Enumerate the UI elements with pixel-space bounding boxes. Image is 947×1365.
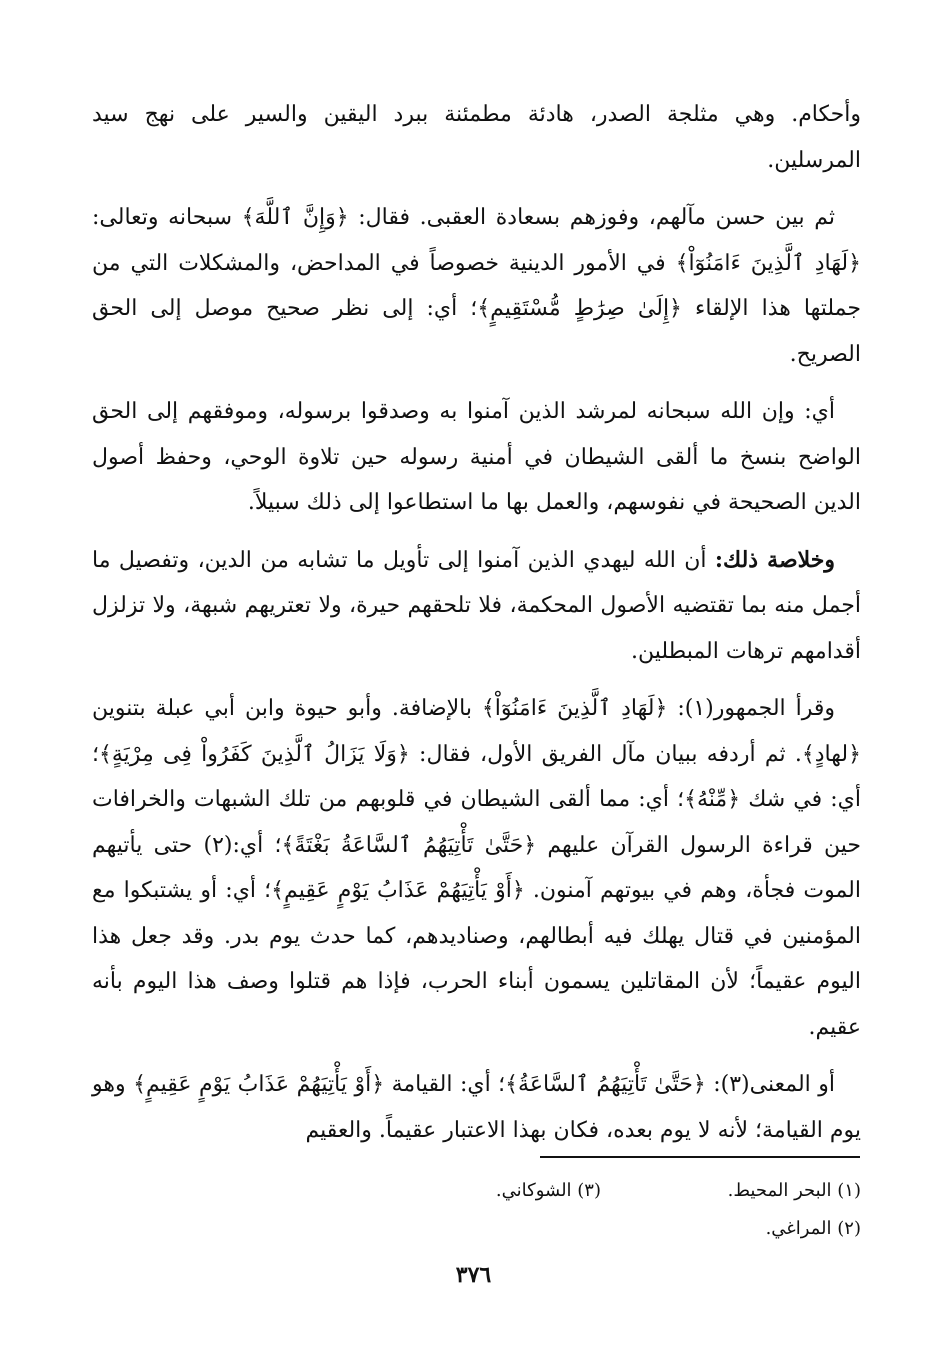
- page-number: ٣٧٦: [455, 1262, 492, 1288]
- paragraph-5: [92, 686, 861, 1050]
- paragraph-3: أي: وإن الله سبحانه لمرشد الذين آمنوا به وصدقوا برسوله، وموفقهم إلى الحق الواضح بنسخ ما ألقى الشيطان في أمنية رسوله حين تلاوة الوحي، وحفظ أصول الدين الصحيحة في نفوسهم، والعمل بها ما استطاعوا إلى ذلك سبيلاً.: [92, 399, 861, 515]
- footnote-1: (١) البحر المحيط.: [727, 1180, 861, 1201]
- main-text: [92, 92, 861, 1165]
- paragraph-4: [92, 538, 861, 675]
- paragraph-6-text: (٣): ﴿حَتَّىٰ تَأْتِيَهُمُ ٱلسَّاعَةُ﴾؛ أي: القيامة ﴿أَوْ يَأْتِيَهُمْ عَذَابُ يَوْمٍ عَقِيمٍ﴾ وهو يوم القيامة؛ لأنه لا يوم بعده، فكان بهذا الاعتبار عقيماً. والعقيم: [92, 1072, 861, 1143]
- paragraph-2: ثم بين حسن مآلهم، وفوزهم بسعادة العقبى. فقال: ﴿وَإِنَّ ٱللَّهَ﴾ سبحانه وتعالى: ﴿لَهَادِ ٱلَّذِينَ ءَامَنُوٓاْ﴾ في الأمور الدينية خصوصاً في المداحض، والمشكلات التي من جملتها هذا الإلقاء ﴿إِلَىٰ صِرَٰطٍ مُّسْتَقِيمٍ﴾؛ أي: إلى نظر صحيح موصل إلى الحق الصريح.: [92, 205, 861, 367]
- paragraph-1: وأحكام. وهي مثلجة الصدر، هادئة مطمئنة ببرد اليقين والسير على نهج سيد المرسلين.: [92, 102, 861, 173]
- footnote-divider: [540, 1156, 860, 1158]
- footnote-row: [341, 1172, 861, 1210]
- paragraph-5-text: (١): ﴿لَهَادِ ٱلَّذِينَ ءَامَنُوٓاْ﴾ بالإضافة. وأبو حيوة وابن أبي عبلة بتنوين ﴿لهادٍ﴾. ثم أردفه ببيان مآل الفريق الأول، فقال: ﴿وَلَا يَزَالُ ٱلَّذِينَ كَفَرُواْ فِى مِرْيَةٍ﴾؛ أي: في شك ﴿مِّنْهُ﴾؛ أي: مما ألقى الشيطان في قلوبهم من تلك الشبهات والخرافات حين قراءة الرسول القرآن عليهم ﴿حَتَّىٰ تَأْتِيَهُمُ ٱلسَّاعَةُ بَغْتَةً﴾؛ أي:(٢) حتى يأتيهم الموت فجأة، وهم في بيوتهم آمنون. ﴿أَوْ يَأْتِيَهُمْ عَذَابُ يَوْمٍ عَقِيمٍ﴾؛ أي: أو يشتبكوا مع المؤمنين في قتال يهلك فيه أبطالهم، وصناديدهم، كما حدث يوم بدر. وقد جعل هذا اليوم عقيماً؛ لأن المقاتلين يسمون أبناء الحرب، فإذا هم قتلوا وصف هذا اليوم بأنه عقيم.: [92, 696, 862, 1040]
- footnote-3: (٣) الشوكاني.: [495, 1180, 601, 1201]
- paragraph-4-text: أن الله ليهدي الذين آمنوا إلى تأويل ما تشابه من الدين، وتفصيل ما أجمل منه بما تقتضيه الأصول المحكمة، فلا تلحقهم حيرة، ولا تعتريهم شبهة، ولا تزلزل أقدامهم ترهات المبطلين.: [92, 547, 861, 664]
- footnotes: [341, 1172, 861, 1248]
- meaning-lead: أو المعنى: [749, 1072, 835, 1097]
- reading-lead: وقرأ الجمهور: [713, 696, 835, 721]
- summary-lead: وخلاصة ذلك:: [714, 546, 835, 573]
- footnote-row: [341, 1210, 861, 1248]
- footnote-2: (٢) المراغي.: [765, 1218, 861, 1239]
- paragraph-6: [92, 1062, 861, 1153]
